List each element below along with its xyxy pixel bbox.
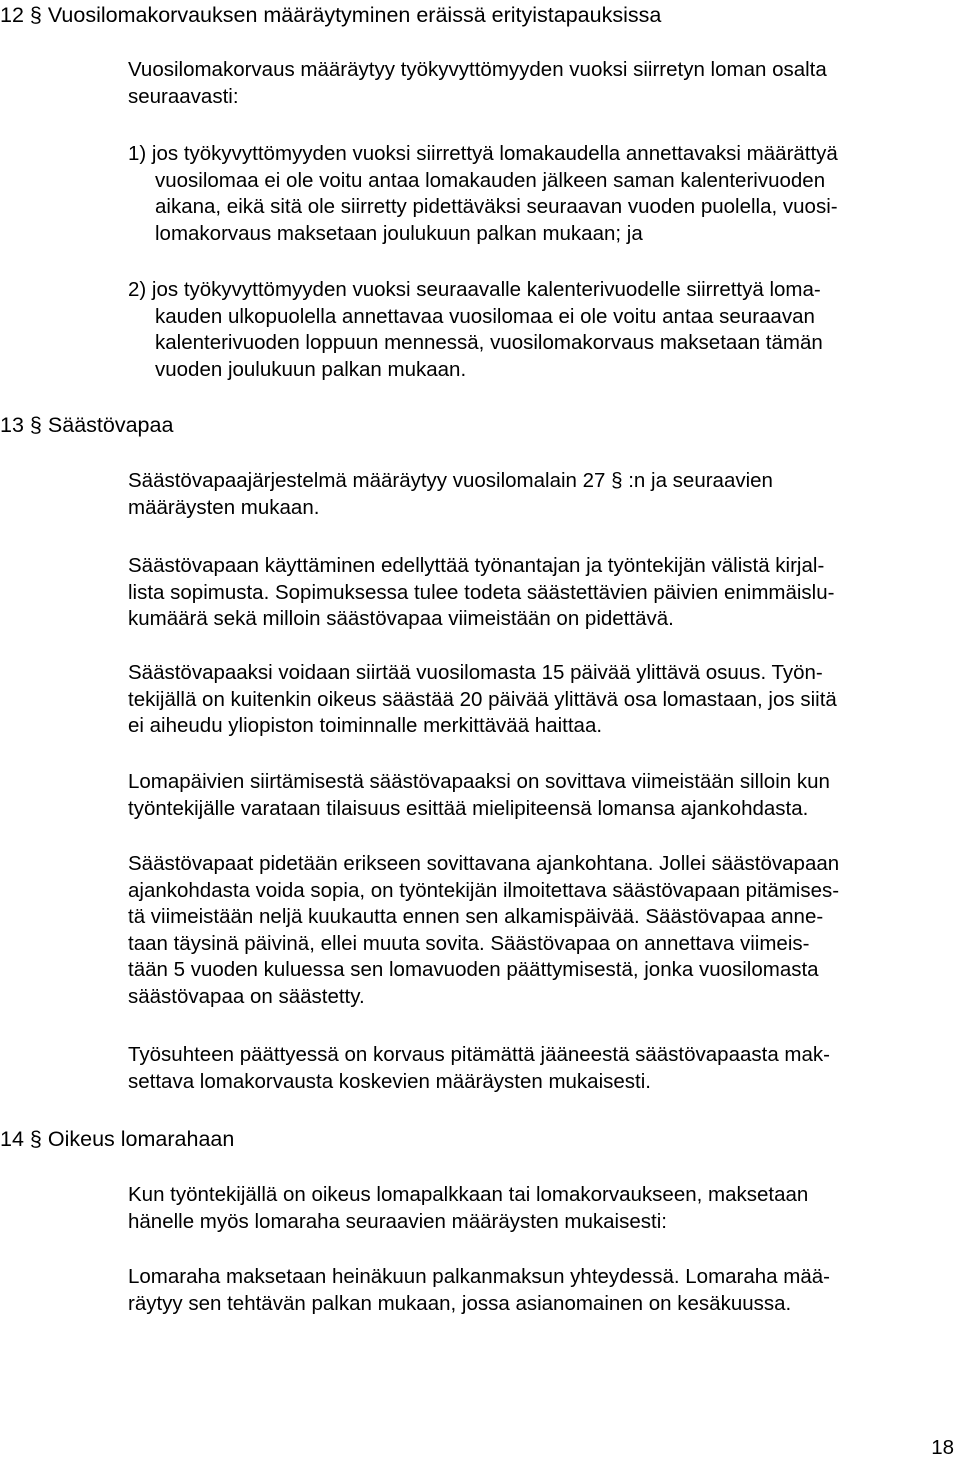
text-line: Työsuhteen päättyessä on korvaus pitämättä jääneestä säästövapaasta mak- (128, 1043, 830, 1066)
paragraph (128, 660, 958, 740)
paragraph (128, 851, 958, 1011)
section-number: 13 (0, 413, 24, 437)
text-line: Vuosilomakorvaus määräytyy työkyvyttömyyden vuoksi siirretyn loman osalta (128, 58, 827, 81)
text-line: Lomapäivien siirtämisestä säästövapaaksi on sovittava viimeistään silloin kun (128, 770, 830, 793)
text-line: 1) jos työkyvyttömyyden vuoksi siirrettyä lomakaudella annettavaksi määrättyä (128, 142, 838, 165)
text-line: taan täysinä päivinä, ellei muuta sovita. Säästövapaa on annettava viimeis- (128, 931, 810, 955)
section-title: Vuosilomakorvauksen määräytyminen eräissä erityistapauksissa (47, 3, 662, 27)
text-line: hänelle myös lomaraha seuraavien määräysten mukaisesti: (128, 1209, 667, 1233)
text-line: lista sopimusta. Sopimuksessa tulee todeta säästettävien päivien enimmäislu- (128, 580, 835, 604)
section-title: Säästövapaa (47, 413, 174, 437)
text-line: settava lomakorvausta koskevien määräysten mukaisesti. (128, 1069, 651, 1093)
text-line: Säästövapaaksi voidaan siirtää vuosilomasta 15 päivää ylittävä osuus. Työn- (128, 661, 823, 684)
paragraph (128, 1264, 958, 1317)
text-line: Säästövapaan käyttäminen edellyttää työnantajan ja työntekijän välistä kirjal- (128, 554, 825, 577)
text-line: Kun työntekijällä on oikeus lomapalkkaan tai lomakorvaukseen, maksetaan (128, 1183, 809, 1206)
text-line: tään 5 vuoden kuluessa sen lomavuoden päättymisestä, jonka vuosilomasta (128, 958, 819, 982)
paragraph (128, 1042, 958, 1095)
text-line: Lomaraha maksetaan heinäkuun palkanmaksun yhteydessä. Lomaraha mää- (128, 1265, 830, 1288)
text-line: säästövapaa on säästetty. (128, 984, 365, 1008)
text-line: tä viimeistään neljä kuukautta ennen sen alkamispäivää. Säästövapaa anne- (128, 905, 824, 929)
section-14-heading (0, 1126, 234, 1152)
paragraph (128, 57, 958, 110)
paragraph (128, 769, 958, 822)
list-item (128, 277, 958, 383)
paragraph (128, 1182, 958, 1235)
section-sign: § (29, 413, 42, 437)
page-number: 18 (931, 1436, 954, 1459)
text-line: Säästövapaajärjestelmä määräytyy vuosilomalain 27 § :n ja seuraavien (128, 469, 773, 492)
section-number: 14 (0, 1127, 24, 1151)
text-line: aikana, eikä sitä ole siirretty pidettäväksi seuraavan vuoden puolella, vuosi- (155, 195, 838, 219)
paragraph (128, 468, 958, 521)
section-number: 12 (0, 3, 24, 27)
text-line: Säästövapaat pidetään erikseen sovittavana ajankohtana. Jollei säästövapaan (128, 852, 840, 875)
text-line: tekijällä on kuitenkin oikeus säästää 20 päivää ylittävä osa lomastaan, jos siitä (128, 687, 837, 711)
section-title: Oikeus lomarahaan (47, 1127, 235, 1151)
text-line: ei aiheudu yliopiston toiminnalle merkittävää haittaa. (128, 714, 603, 738)
text-line: seuraavasti: (128, 84, 239, 108)
section-13-heading (0, 412, 173, 438)
paragraph (128, 553, 958, 633)
text-line: räytyy sen tehtävän palkan mukaan, jossa asianomainen on kesäkuussa. (128, 1291, 792, 1315)
section-sign: § (29, 1127, 42, 1151)
text-line: työntekijälle varataan tilaisuus esittää mielipiteensä lomansa ajankohdasta. (128, 796, 809, 820)
text-line: kauden ulkopuolella annettavaa vuosilomaa ei ole voitu antaa seuraavan (155, 304, 815, 328)
text-line: ajankohdasta voida sopia, on työntekijän ilmoitettava säästövapaan pitämises- (128, 878, 840, 902)
text-line: lomakorvaus maksetaan joulukuun palkan mukaan; ja (155, 221, 643, 245)
section-12-heading (0, 2, 661, 28)
text-line: kalenterivuoden loppuun mennessä, vuosilomakorvaus maksetaan tämän (155, 331, 823, 355)
text-line: vuoden joulukuun palkan mukaan. (155, 357, 467, 381)
text-line: vuosilomaa ei ole voitu antaa lomakauden jälkeen saman kalenterivuoden (155, 168, 826, 192)
text-line: 2) jos työkyvyttömyyden vuoksi seuraavalle kalenterivuodelle siirrettyä loma- (128, 278, 821, 301)
text-line: kumäärä sekä milloin säästövapaa viimeistään on pidettävä. (128, 607, 674, 631)
text-line: määräysten mukaan. (128, 495, 320, 519)
section-sign: § (29, 3, 42, 27)
list-item (128, 141, 958, 247)
